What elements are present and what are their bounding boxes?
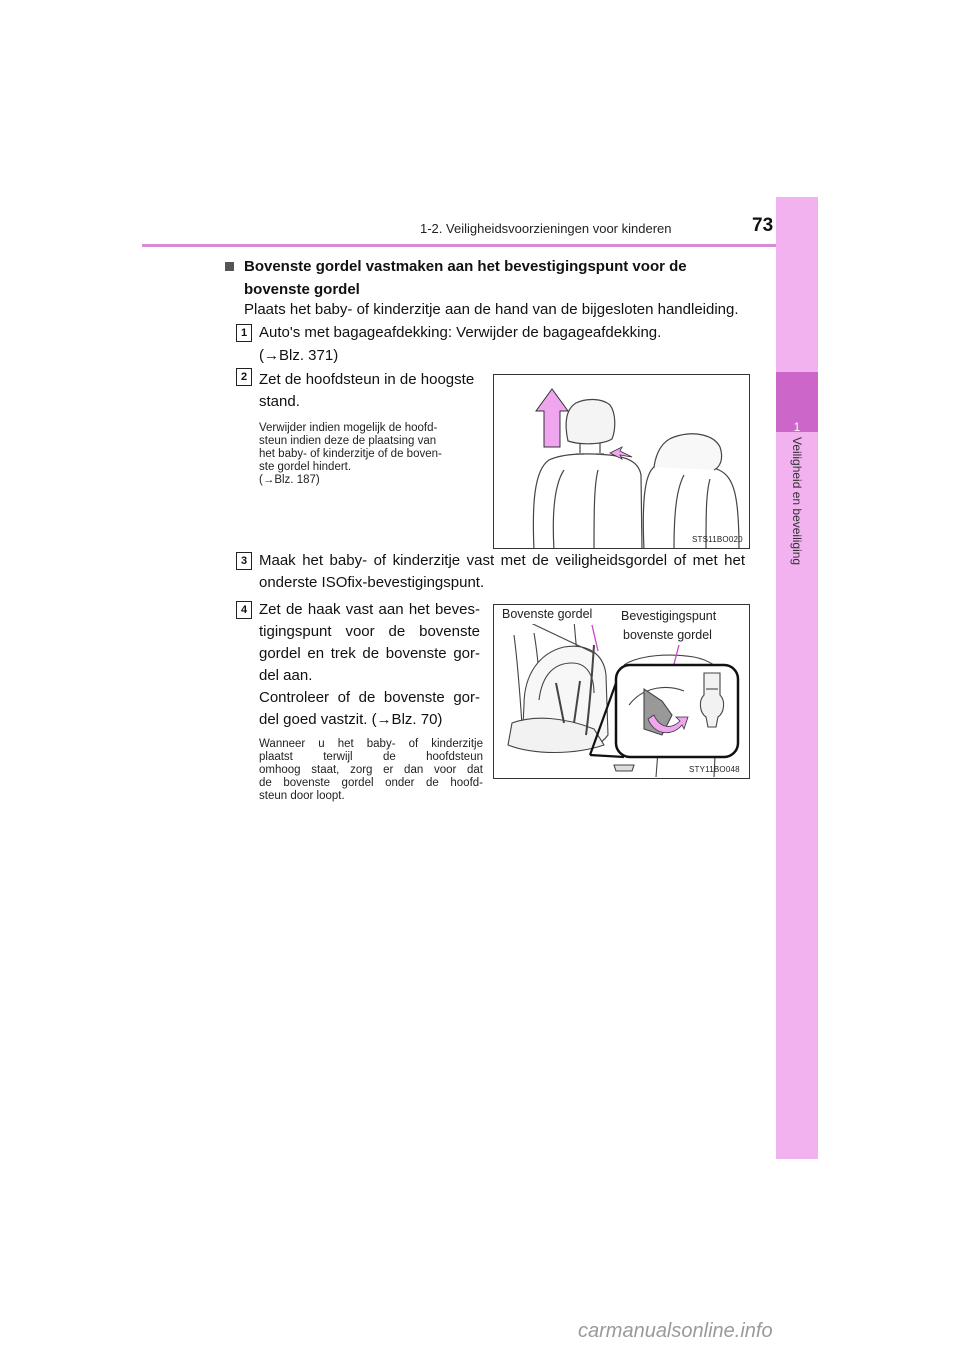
section-intro: Plaats het baby- of kinderzitje aan de hand van de bijgesloten handleiding. xyxy=(244,301,739,318)
step-2-line2: stand. xyxy=(259,393,300,410)
step-2-note-line5: (→Blz. 187) xyxy=(259,474,320,486)
step-badge-4: 4 xyxy=(236,601,252,619)
headrest-illustration xyxy=(494,375,749,548)
callout-top-tether: Bovenste gordel xyxy=(500,605,594,624)
child-seat-figure xyxy=(493,604,750,779)
step-4-line2: tigingspunt voor de bovenste xyxy=(259,623,480,640)
header-rule xyxy=(142,244,818,247)
step-badge-2: 2 xyxy=(236,368,252,386)
step-2-line1: Zet de hoofdsteun in de hoogste xyxy=(259,371,475,388)
figure-code: STS11BO020 xyxy=(692,535,743,544)
page-number: 73 xyxy=(752,215,774,236)
step-1-ref: (→Blz. 371) xyxy=(259,347,339,364)
step-4-note-line1: Wanneer u het baby- of kinderzitje xyxy=(259,738,483,750)
headrest-figure xyxy=(493,374,750,549)
section-title: Bovenste gordel vastmaken aan het bevestigingspunt voor de bovenste gordel xyxy=(244,258,687,298)
step-4-note-line2: plaatst terwijl de hoofdsteun xyxy=(259,751,483,763)
step-2-note-line3: het baby- of kinderzitje of de boven- xyxy=(259,448,442,460)
callout-anchor-line1: Bevestigingspunt xyxy=(621,607,716,626)
step-4-note-line3: omhoog staat, zorg er dan voor dat xyxy=(259,764,483,776)
section-bullet-icon xyxy=(225,262,234,271)
step-4-note-line4: de bovenste gordel onder de hoofd- xyxy=(259,777,483,789)
step-3-line1: Maak het baby- of kinderzitje vast met de veiligheidsgordel of met het xyxy=(259,552,745,569)
step-4-line5: Controleer of de bovenste gor- xyxy=(259,689,480,706)
step-4-line1: Zet de haak vast aan het beves- xyxy=(259,601,480,618)
step-2-note-line1: Verwijder indien mogelijk de hoofd- xyxy=(259,422,438,434)
step-2-note-line4: ste gordel hindert. xyxy=(259,461,352,473)
step-4-line4: del aan. xyxy=(259,667,313,684)
step-4-line6: del goed vastzit. (→Blz. 70) xyxy=(259,711,443,728)
chapter-title: Veiligheid en beveiliging xyxy=(790,437,804,566)
step-1-text: Auto's met bagageafdekking: Verwijder de bagageafdekking. xyxy=(259,324,662,341)
step-badge-1: 1 xyxy=(236,324,252,342)
chapter-tab xyxy=(776,197,818,1159)
chapter-number: 1 xyxy=(793,420,801,434)
figure-code: STY11BO048 xyxy=(689,765,740,774)
step-4-note-line5: steun door loopt. xyxy=(259,790,345,802)
callout-anchor-line2: bovenste gordel xyxy=(623,626,712,645)
step-3-line2: onderste ISOfix-bevestigingspunt. xyxy=(259,574,485,591)
step-badge-3: 3 xyxy=(236,552,252,570)
watermark: carmanualsonline.info xyxy=(578,1320,773,1342)
step-2-note-line2: steun indien deze de plaatsing van xyxy=(259,435,437,447)
running-header: 1-2. Veiligheidsvoorzieningen voor kinderen xyxy=(420,221,672,236)
step-4-line3: gordel en trek de bovenste gor- xyxy=(259,645,480,662)
